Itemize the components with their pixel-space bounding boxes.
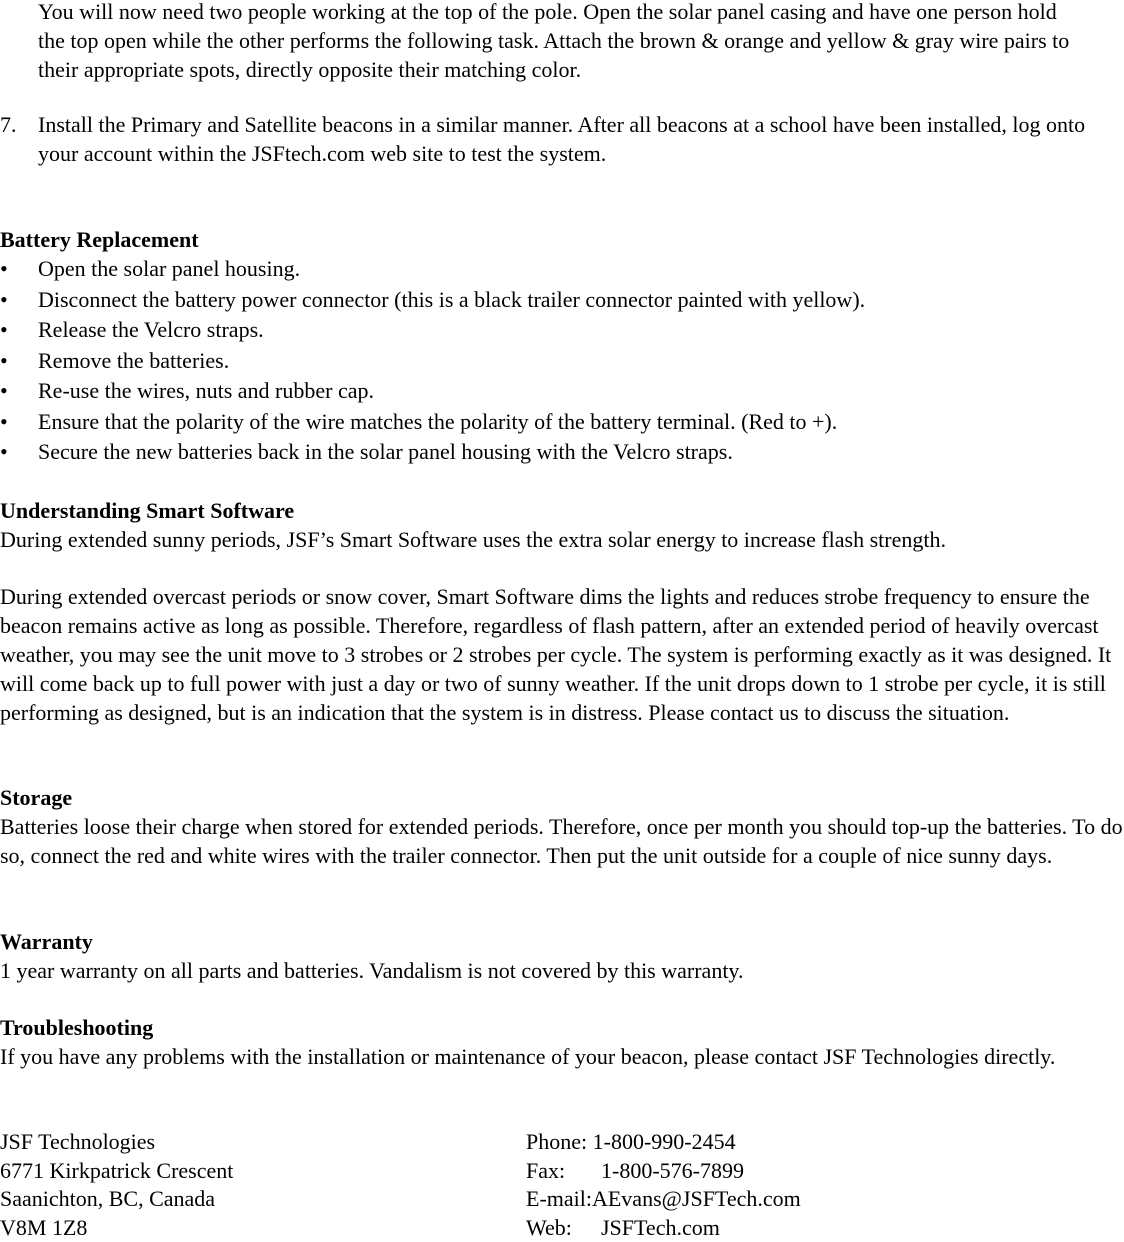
warranty-heading: Warranty bbox=[0, 928, 1124, 956]
phone-value: 1-800-990-2454 bbox=[593, 1129, 736, 1154]
list-item: • Secure the new batteries back in the solar panel housing with the Velcro straps. bbox=[0, 437, 1124, 468]
storage-heading: Storage bbox=[0, 784, 1124, 812]
fax-line bbox=[526, 1157, 801, 1186]
smart-software-section bbox=[0, 497, 1124, 554]
step6-continuation: You will now need two people working at the top of the pole. Open the solar panel casing and have one person hold the top open while the other performs the following task. Attach the brown & orange and yellow & gray wire pairs to their appropriate spots, directly opposite their matching color. bbox=[0, 0, 1088, 84]
troubleshooting-text: If you have any problems with the installation or maintenance of your beacon, please contact JSF Technologies directly. bbox=[0, 1042, 1124, 1071]
bullet-icon: • bbox=[0, 376, 8, 407]
address-column bbox=[0, 1128, 233, 1242]
bullet-icon: • bbox=[0, 407, 8, 438]
step7-number: 7. bbox=[0, 110, 17, 139]
list-item: • Disconnect the battery power connector (this is a black trailer connector painted with yellow). bbox=[0, 285, 1124, 316]
bullet-icon: • bbox=[0, 285, 8, 316]
smart-software-heading: Understanding Smart Software bbox=[0, 497, 1124, 525]
web-line bbox=[526, 1214, 801, 1242]
bullet-icon: • bbox=[0, 346, 8, 377]
battery-section bbox=[0, 226, 1124, 468]
email-value: AEvans@JSFTech.com bbox=[592, 1186, 801, 1211]
list-item: • Ensure that the polarity of the wire matches the polarity of the battery terminal. (Red to +). bbox=[0, 407, 1124, 438]
street-address: 6771 Kirkpatrick Crescent bbox=[0, 1157, 233, 1186]
fax-value: 1-800-576-7899 bbox=[601, 1158, 744, 1183]
warranty-text: 1 year warranty on all parts and batteries. Vandalism is not covered by this warranty. bbox=[0, 956, 1124, 985]
troubleshooting-section bbox=[0, 1014, 1124, 1071]
step7-text: Install the Primary and Satellite beacons in a similar manner. After all beacons at a school have been installed, log onto your account within the JSFtech.com web site to test the system. bbox=[38, 112, 1085, 166]
bullet-icon: • bbox=[0, 315, 8, 346]
battery-steps-list bbox=[0, 254, 1124, 468]
list-item: • Re-use the wires, nuts and rubber cap. bbox=[0, 376, 1124, 407]
company-name: JSF Technologies bbox=[0, 1128, 233, 1157]
phone-label: Phone: bbox=[526, 1129, 587, 1154]
smart-software-para-2: During extended overcast periods or snow cover, Smart Software dims the lights and reduces strobe frequency to ensure the beacon remains active as long as possible. Therefore, regardless of flash pattern, after an extended period of heavily overcast weather, you may see the unit move to 3 strobes or 2 strobes per cycle. The system is performing exactly as it was designed. It will come back up to full power with just a day or two of sunny weather. If the unit drops down to 1 strobe per cycle, it is still performing as designed, but is an indication that the system is in distress. Please contact us to discuss the situation. bbox=[0, 582, 1124, 727]
storage-section bbox=[0, 784, 1124, 870]
bullet-icon: • bbox=[0, 254, 8, 285]
contact-details-column bbox=[526, 1128, 801, 1242]
battery-heading: Battery Replacement bbox=[0, 226, 1124, 254]
warranty-section bbox=[0, 928, 1124, 985]
email-label: E-mail: bbox=[526, 1186, 592, 1211]
list-item: • Open the solar panel housing. bbox=[0, 254, 1124, 285]
city-address: Saanichton, BC, Canada bbox=[0, 1185, 233, 1214]
phone-line bbox=[526, 1128, 801, 1157]
troubleshooting-heading: Troubleshooting bbox=[0, 1014, 1124, 1042]
web-label: Web: bbox=[526, 1214, 601, 1242]
step7-item bbox=[0, 110, 1118, 168]
storage-text: Batteries loose their charge when stored for extended periods. Therefore, once per month you should top-up the batteries. To do so, connect the red and white wires with the trailer connector. Then put the unit outside for a couple of nice sunny days. bbox=[0, 812, 1124, 870]
list-item: • Release the Velcro straps. bbox=[0, 315, 1124, 346]
bullet-icon: • bbox=[0, 437, 8, 468]
smart-software-para-1: During extended sunny periods, JSF’s Smart Software uses the extra solar energy to increase flash strength. bbox=[0, 525, 1124, 554]
postal-code: V8M 1Z8 bbox=[0, 1214, 233, 1242]
email-line bbox=[526, 1185, 801, 1214]
list-item: • Remove the batteries. bbox=[0, 346, 1124, 377]
web-value: JSFTech.com bbox=[601, 1215, 720, 1240]
fax-label: Fax: bbox=[526, 1157, 601, 1186]
